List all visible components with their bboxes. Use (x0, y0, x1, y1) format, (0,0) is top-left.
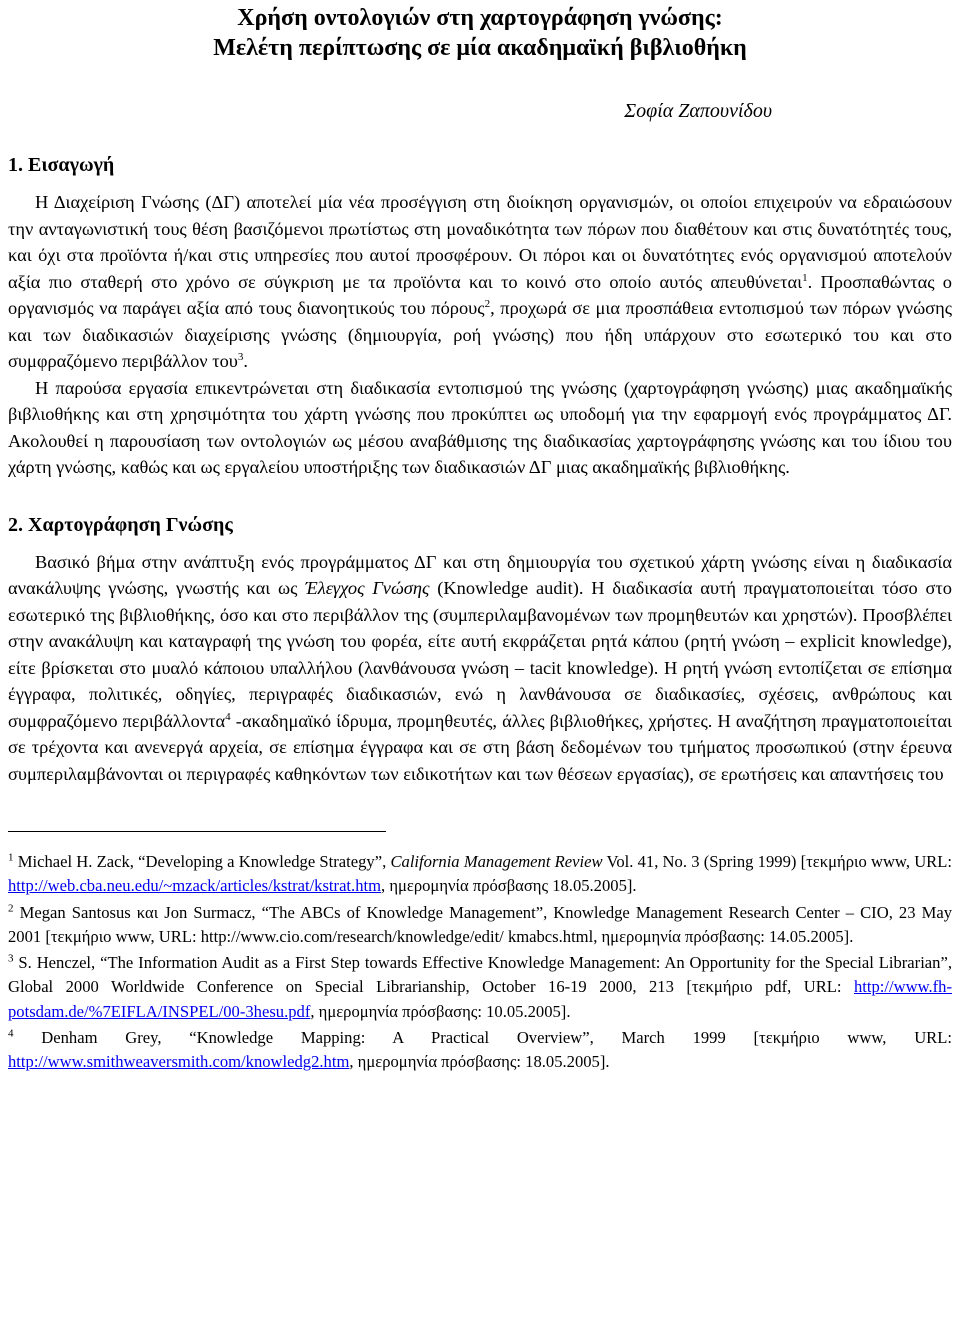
section-2-heading: 2. Χαρτογράφηση Γνώσης (8, 513, 233, 536)
footnote-separator (8, 831, 386, 832)
italic-term: Έλεγχος Γνώσης (305, 578, 430, 598)
footnote-ref-3: 3 (237, 350, 244, 363)
footnote-3: $^3$ S. Henczel, “The Information Audit as a First Step towards Effective Knowledge Management: An Opportunity for the Special Librarian”, Global 2000 Worldwide Conference on Special Librarianship, October 16-19 2000, 213 [τεκμήριο pdf, URL: http://www.fh-potsdam.de/%7EIFLA/INSPEL/00-3hesu.pdf, ημερομηνία πρόσβασης: 10.05.2005]. (8, 952, 952, 1021)
footnote-ref-1: 1 (802, 271, 808, 284)
author-name: Σοφία Ζαπουνίδου (624, 100, 772, 122)
footnote-2: $^2$ Megan Santosus και Jon Surmacz, “The ABCs of Knowledge Management”, Knowledge Management Research Center – CIO, 23 May 2001 [τεκμήριο www, URL: http://www.cio.com/research/knowledge/edit/ kmabcs.html, ημερομηνία πρόσβασης: 14.05.2005]. (8, 902, 952, 946)
section-1-paragraph-1: Η Διαχείριση Γνώσης (ΔΓ) αποτελεί μία νέα προσέγγιση στη διοίκηση οργανισμών, οι οποίοι επιχειρούν να εδραιώσουν την ανταγωνιστική τους θέση βασιζόμενοι πρωτίστως στη μοναδικότητα των πόρων που διαθέτουν και στις δυνατότητές τους, και όχι στα προϊόντα ή/και στις υπηρεσίες που αυτοί προσφέρουν. Οι πόροι και οι δυνατότητες ενός οργανισμού αποτελούν αξία πιο σταθερή στο χρόνο σε σύγκριση με τα προϊόντα και το κοινό στο οποίο αυτός απευθύνεται$^1$. Προσπαθώντας ο οργανισμός να παράγει αξία από τους διανοητικούς του πόρους$^2$, προχωρά σε μια προσπάθεια εντοπισμού των πόρων γνώσης και των διαδικασιών διαχείρισης γνώσης (δημιουργία, ροή γνώσης) που ήδη υπάρχουν στο εσωτερικό του και στο συμφραζόμενο περιβάλλον του$^3$. (8, 192, 953, 371)
section-2-paragraph-1: Βασικό βήμα στην ανάπτυξη ενός προγράμματος ΔΓ και στη δημιουργία του σχετικού χάρτη γνώσης είναι η διαδικασία ανακάλυψης γνώσης, γνωστής και ως Έλεγχος Γνώσης (Knowledge audit). Η διαδικασία αυτή πραγματοποιείται τόσο στο εσωτερικό της βιβλιοθήκης, όσο και στο περιβάλλον της (συμπεριλαμβανομένων των προμηθευτών και χρηστών). Προσβλέπει στην ανακάλυψη και καταγραφή της γνώση του φορέα, είτε αυτή εκφράζεται ρητά κάπου (ρητή γνώση – explicit knowledge), είτε βρίσκεται στο μυαλό κάποιου υπαλλήλου (λανθάνουσα γνώση – tacit knowledge). Η ρητή γνώση εντοπίζεται σε επίσημα έγγραφα, πολιτικές, οδηγίες, περιγραφές διαδικασιών, ενώ η λανθάνουσα σε διαδικασίες, σχέσεις, ανθρώπους και συμφραζόμενο περιβάλλοντα$^4$ -ακαδημαϊκό ίδρυμα, προμηθευτές, άλλες βιβλιοθήκες, χρήστες. Η αναζήτηση πραγματοποιείται σε τρέχοντα και ανενεργά αρχεία, σε επίσημα έγγραφα και σε στη βάση δεδομένων του τμήματος προσωπικού (στην έρευνα συμπεριλαμβάνονται οι περιγραφές καθηκόντων των ειδικοτήτων και των θέσεων εργασίας), σε ερωτήσεις και απαντήσεις του (8, 551, 952, 784)
footnote-1-link[interactable]: http://web.cba.neu.edu/~mzack/articles/kstrat/kstrat.htm (8, 876, 382, 896)
footnote-1: $^1$ Michael H. Zack, “Developing a Knowledge Strategy”, California Management Review Vol. 41, No. 3 (Spring 1999) [τεκμήριο www, URL: http://web.cba.neu.edu/~mzack/articles/kstrat/kstrat.htm, ημερομηνία πρόσβασης 18.05.2005]. (8, 851, 952, 896)
paper-title (8, 0, 952, 63)
section-1-heading: 1. Εισαγωγή (8, 154, 115, 176)
footnote-4: $^4$ Denham Grey, “Knowledge Mapping: A Practical Overview”, March 1999 [τεκμήριο www, URL: http://www.smithweaversmith.com/knowledg2.htm, ημερομηνία πρόσβασης: 18.05.2005]. (8, 1027, 952, 1072)
section-1-paragraph-2: Η παρούσα εργασία επικεντρώνεται στη διαδικασία εντοπισμού της γνώσης (χαρτογράφηση γνώσης) μιας ακαδημαϊκής βιβλιοθήκης και στη χρησιμότητα του χάρτη γνώσης που προκύπτει ως υποδομή για την εφαρμογή ενός προγράμματος ΔΓ. Ακολουθεί η παρουσίαση των οντολογιών ως μέσου αναβάθμισης της διαδικασίας χαρτογράφησης γνώσης και του ίδιου του χάρτη γνώσης, καθώς και ως εργαλείου υποστήριξης των διαδικασιών ΔΓ μιας ακαδημαϊκής βιβλιοθήκης. (8, 377, 952, 477)
title-line-2: Μελέτη περίπτωσης σε μία ακαδημαϊκή βιβλιοθήκη (213, 35, 747, 61)
footnote-3-link[interactable]: http://www.fh-potsdam.de/%7EIFLA/INSPEL/00-3hesu.pdf (8, 977, 952, 1021)
footnote-ref-2: 2 (484, 297, 491, 310)
footnote-ref-4: 4 (225, 710, 231, 723)
title-line-1: Χρήση οντολογιών στη χαρτογράφηση γνώσης: (237, 5, 723, 31)
footnote-4-link[interactable]: http://www.smithweaversmith.com/knowledg2.htm (8, 1052, 350, 1072)
